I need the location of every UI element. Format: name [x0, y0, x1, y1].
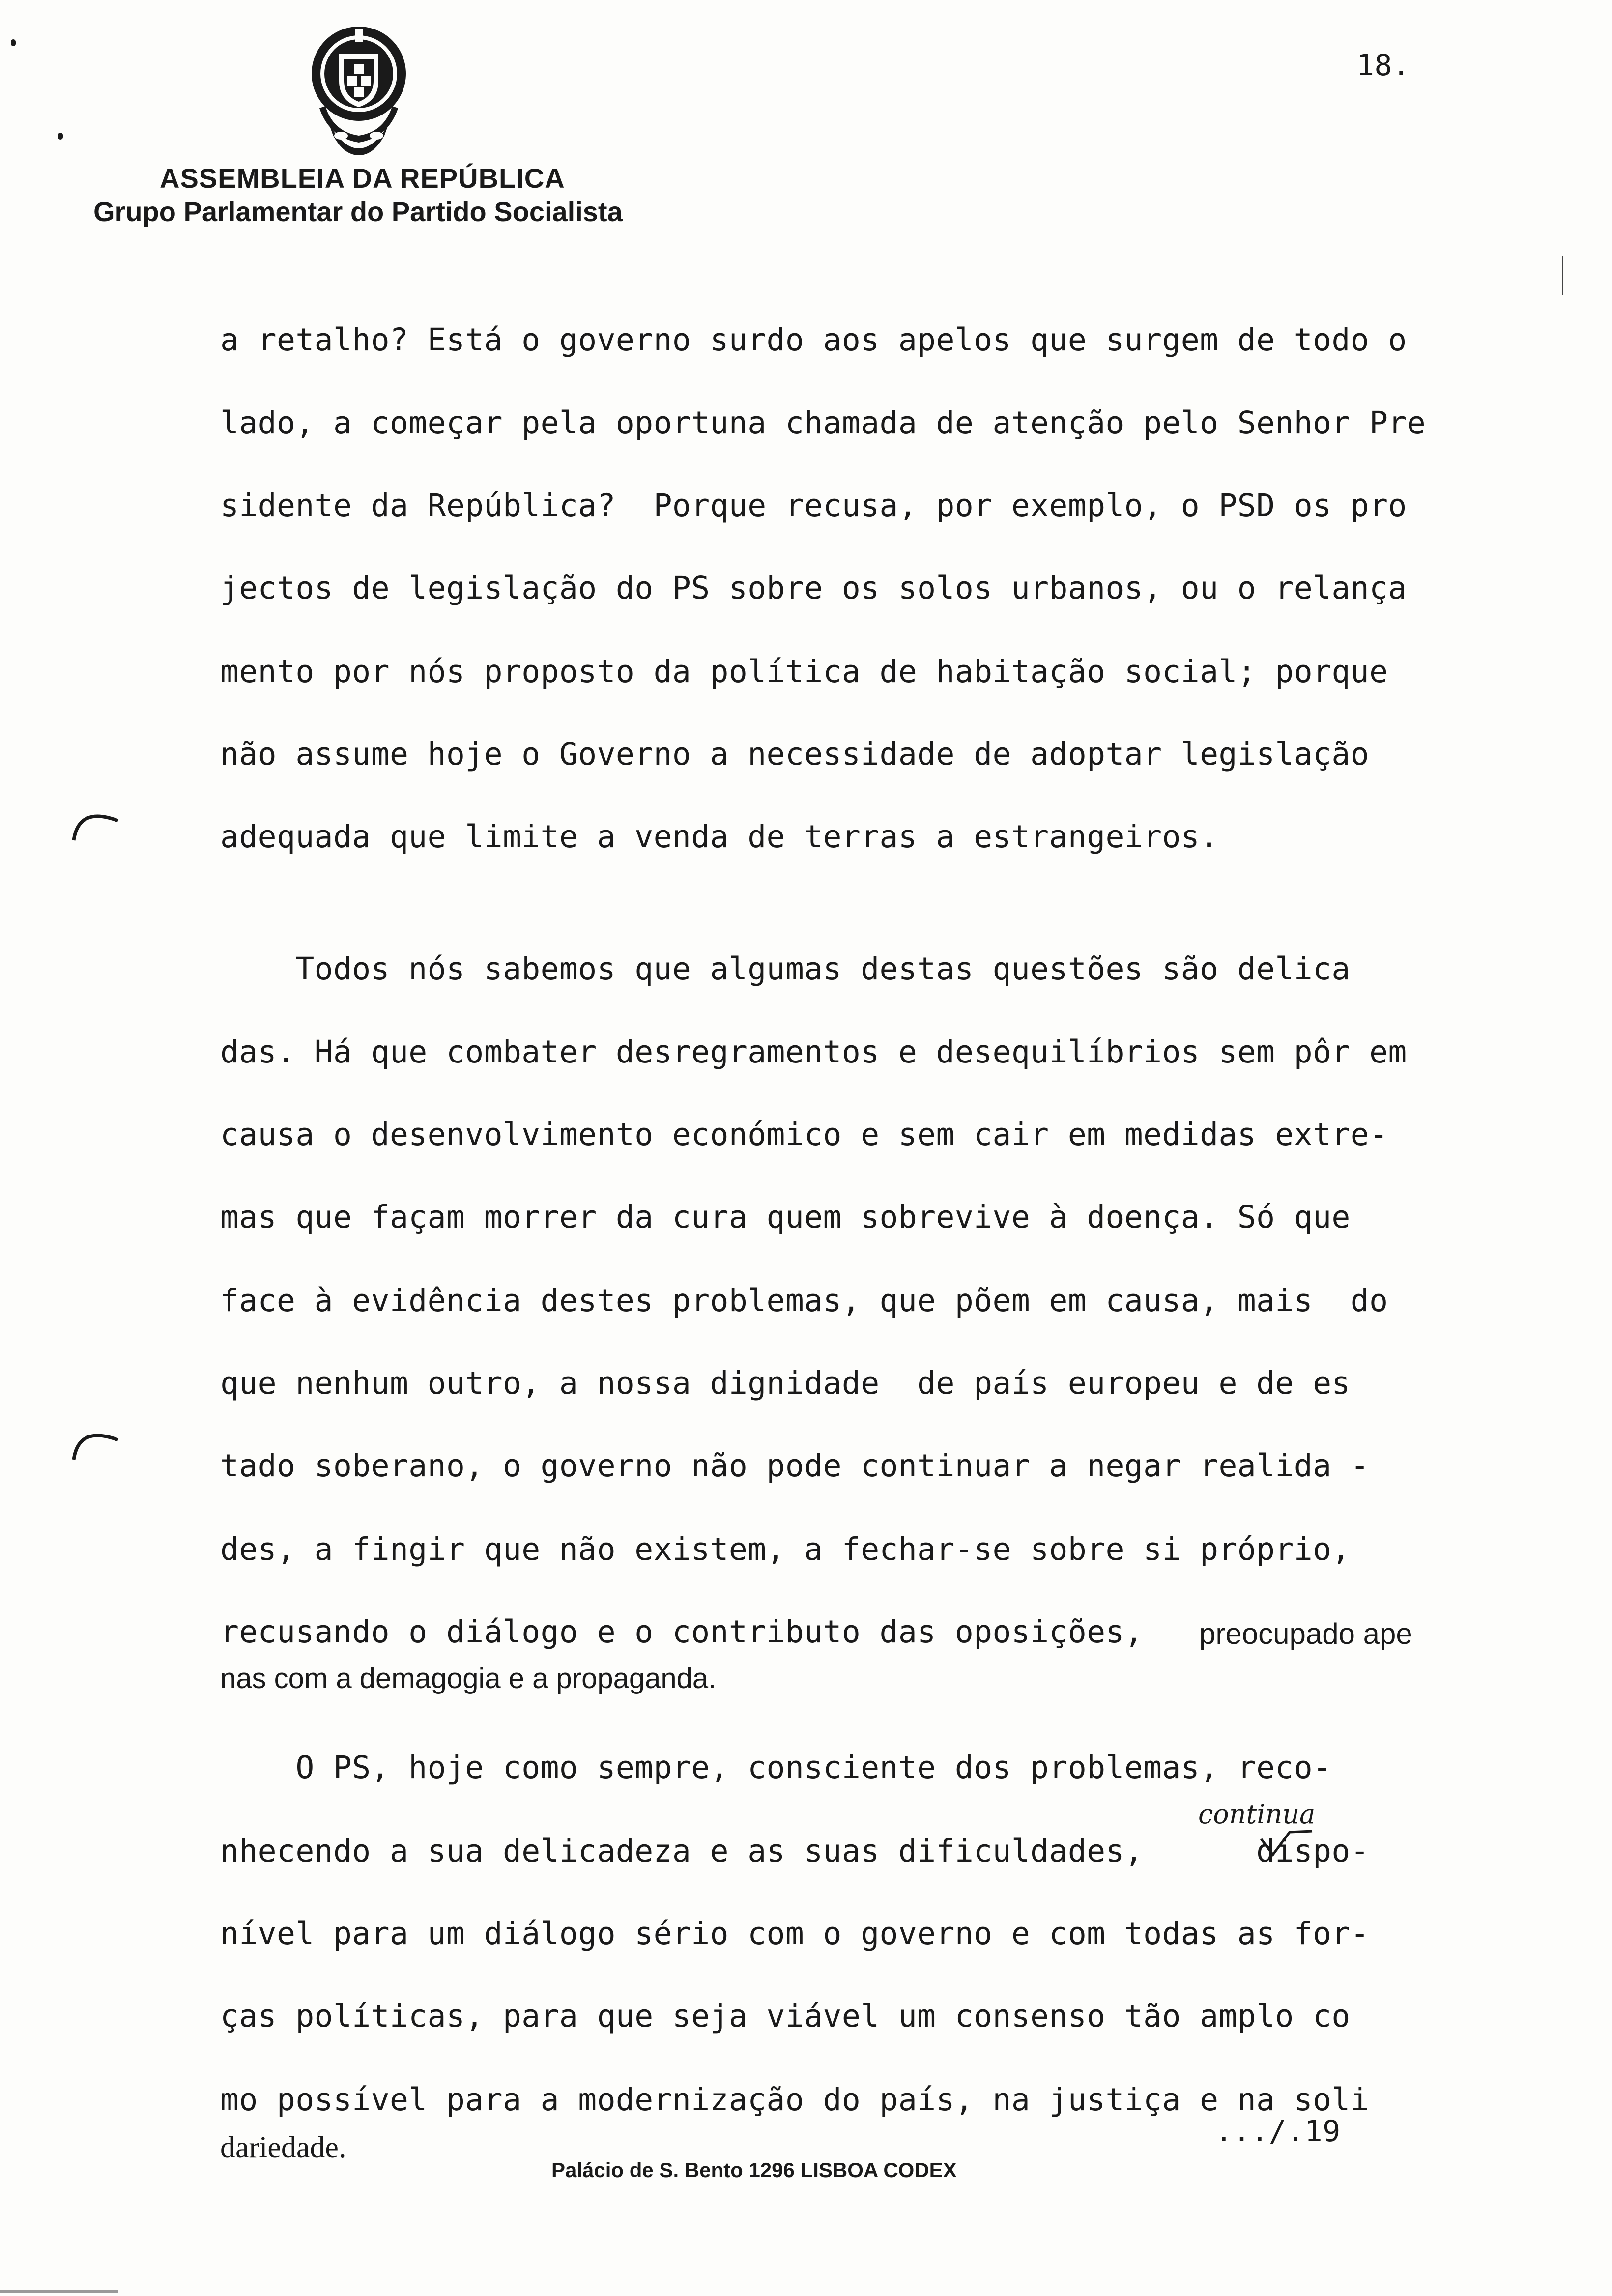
text-line: Todos nós sabemos que algumas destas questões são delica: [220, 951, 1351, 987]
margin-arc-mark: [69, 801, 123, 845]
final-line: dariedade.: [220, 2131, 346, 2164]
handwritten-insert: continua: [1198, 1799, 1316, 1830]
text-line: recusando o diálogo e o contributo das oposições,: [220, 1614, 1144, 1650]
bottom-edge-mark: [0, 2290, 118, 2293]
text-line: des, a fingir que não existem, a fechar-se sobre si próprio,: [220, 1531, 1351, 1567]
text-line: mo possível para a modernização do país, na justiça e na soli: [220, 2082, 1370, 2118]
margin-arc-mark: [69, 1420, 123, 1464]
footer-address: Palácio de S. Bento 1296 LISBOA CODEX: [551, 2158, 957, 2181]
text-line: a retalho? Está o governo surdo aos apelos que surgem de todo o: [220, 322, 1407, 358]
line-end-insert: preocupado ape: [1199, 1617, 1412, 1650]
text-line: não assume hoje o Governo a necessidade de adoptar legislação: [220, 736, 1370, 772]
institution-subtitle: Grupo Parlamentar do Partido Socialista: [93, 196, 623, 227]
text-line: nível para um diálogo sério com o governo e com todas as for-: [220, 1916, 1370, 1952]
margin-tick: [1562, 256, 1563, 295]
text-line: O PS, hoje como sempre, consciente dos problemas, reco-: [220, 1750, 1332, 1785]
text-line: face à evidência destes problemas, que põem em causa, mais do: [220, 1283, 1388, 1319]
text-line: adequada que limite a venda de terras a estrangeiros.: [220, 819, 1219, 855]
text-line: jectos de legislação do PS sobre os solos urbanos, ou o relança: [220, 570, 1407, 606]
text-line: que nenhum outro, a nossa dignidade de país europeu e de es: [220, 1365, 1351, 1401]
page-number: 18.: [1356, 48, 1410, 83]
text-line: mento por nós proposto da política de habitação social; porque: [220, 654, 1388, 689]
typed-insert: nas com a demagogia e a propaganda.: [220, 1663, 717, 1694]
continuation-marker: .../.19: [1215, 2114, 1341, 2149]
text-line: sidente da República? Porque recusa, por exemplo, o PSD os pro: [220, 488, 1407, 523]
text-line: das. Há que combater desregramentos e desequilíbrios sem pôr em: [220, 1034, 1407, 1070]
margin-dot: [11, 39, 16, 46]
coat-of-arms-icon: [300, 20, 418, 157]
institution-title: ASSEMBLEIA DA REPÚBLICA: [160, 163, 565, 194]
text-line: ças políticas, para que seja viável um consenso tão amplo co: [220, 1998, 1351, 2034]
text-line: causa o desenvolvimento económico e sem cair em medidas extre-: [220, 1117, 1388, 1152]
text-line: nhecendo a sua delicadeza e as suas dificuldades, dispo-: [220, 1833, 1370, 1869]
text-line: tado soberano, o governo não pode continuar a negar realida -: [220, 1448, 1370, 1484]
text-line: mas que façam morrer da cura quem sobrevive à doença. Só que: [220, 1199, 1351, 1235]
text-line: lado, a começar pela oportuna chamada de atenção pelo Senhor Pre: [220, 405, 1426, 441]
margin-dot: [58, 133, 63, 140]
